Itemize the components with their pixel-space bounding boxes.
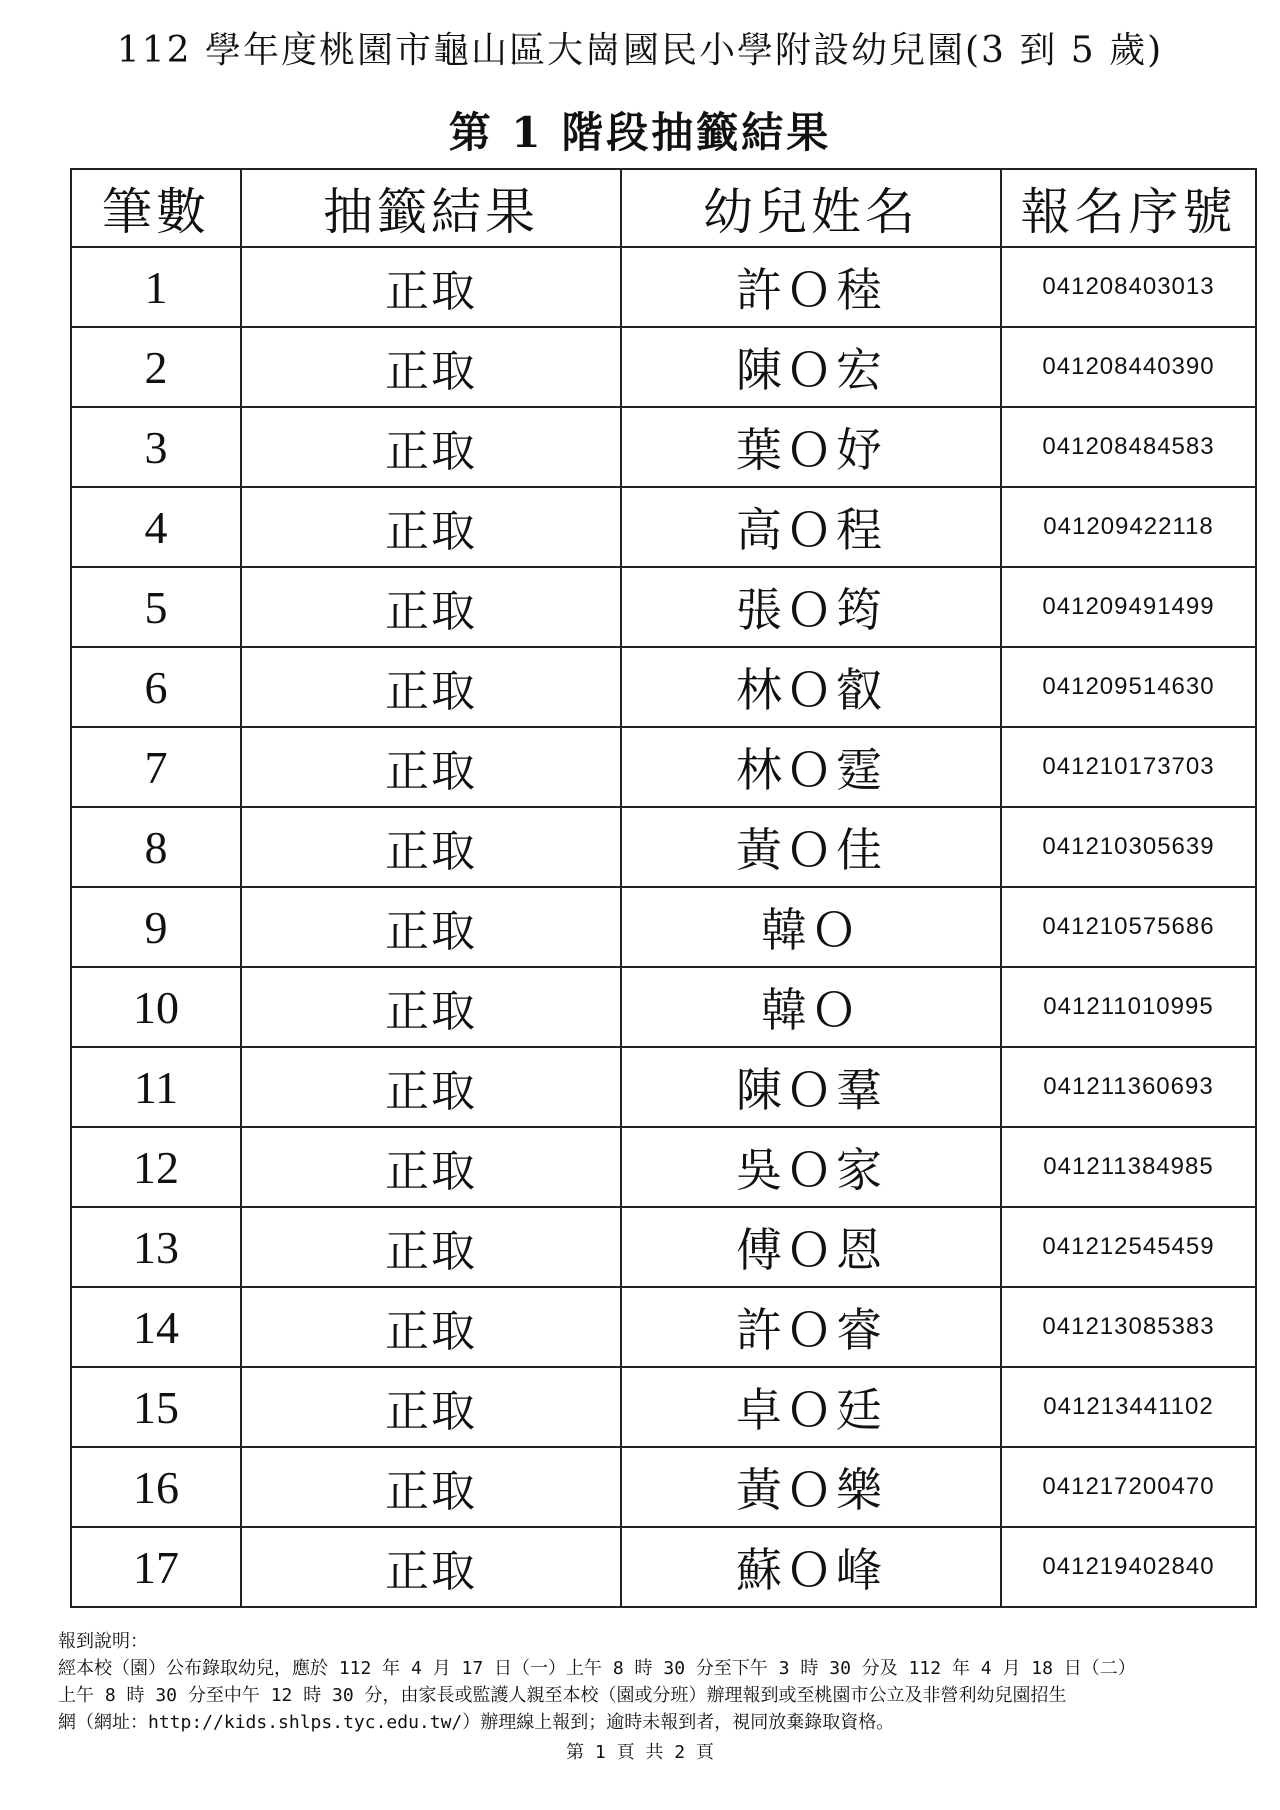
draw-result-cell: 正取 — [241, 1447, 621, 1527]
table-row — [71, 1287, 1256, 1367]
draw-result-cell: 正取 — [241, 727, 621, 807]
child-name-cell: 吳Ｏ家 — [621, 1127, 1001, 1207]
draw-result-cell: 正取 — [241, 1207, 621, 1287]
table-row — [71, 727, 1256, 807]
draw-result-cell: 正取 — [241, 1127, 621, 1207]
draw-result-cell: 正取 — [241, 807, 621, 887]
draw-result-cell: 正取 — [241, 247, 621, 327]
draw-result-cell: 正取 — [241, 567, 621, 647]
row-number-cell: 8 — [71, 807, 241, 887]
registration-number-cell: 041212545459 — [1001, 1207, 1256, 1287]
child-name-cell: 張Ｏ筠 — [621, 567, 1001, 647]
column-header-result: 抽籤結果 — [241, 169, 621, 247]
draw-result-cell: 正取 — [241, 327, 621, 407]
page-subtitle: 第 1 階段抽籤結果 — [448, 108, 832, 157]
notes-line: 網（網址：http://kids.shlps.tyc.edu.tw/）辦理線上報到；逾時未報到者，視同放棄錄取資格。 — [58, 1712, 895, 1733]
table-header-row — [71, 169, 1256, 247]
registration-number-cell: 041208484583 — [1001, 407, 1256, 487]
table-row — [71, 1127, 1256, 1207]
row-number-cell: 1 — [71, 247, 241, 327]
notes-line: 上午 8 時 30 分至中午 12 時 30 分，由家長或監護人親至本校（園或分班）辦理報到或至桃園市公立及非營利幼兒園招生 — [58, 1685, 1067, 1706]
column-header-name: 幼兒姓名 — [621, 169, 1001, 247]
child-name-cell: 葉Ｏ妤 — [621, 407, 1001, 487]
row-number-cell: 11 — [71, 1047, 241, 1127]
child-name-cell: 韓Ｏ — [621, 887, 1001, 967]
row-number-cell: 5 — [71, 567, 241, 647]
registration-number-cell: 041208440390 — [1001, 327, 1256, 407]
row-number-cell: 7 — [71, 727, 241, 807]
row-number-cell: 10 — [71, 967, 241, 1047]
row-number-cell: 16 — [71, 1447, 241, 1527]
child-name-cell: 高Ｏ程 — [621, 487, 1001, 567]
table-row — [71, 967, 1256, 1047]
draw-result-cell: 正取 — [241, 407, 621, 487]
registration-number-cell: 041210173703 — [1001, 727, 1256, 807]
child-name-cell: 陳Ｏ宏 — [621, 327, 1001, 407]
table-row — [71, 1367, 1256, 1447]
child-name-cell: 蘇Ｏ峰 — [621, 1527, 1001, 1607]
table-row — [71, 647, 1256, 727]
table-row — [71, 1207, 1256, 1287]
draw-result-cell: 正取 — [241, 1527, 621, 1607]
notes-line: 經本校（園）公布錄取幼兒，應於 112 年 4 月 17 日（一）上午 8 時 30 分至下午 3 時 30 分及 112 年 4 月 18 日（二） — [58, 1658, 1136, 1679]
registration-number-cell: 041213085383 — [1001, 1287, 1256, 1367]
draw-result-cell: 正取 — [241, 887, 621, 967]
table-row — [71, 1527, 1256, 1607]
row-number-cell: 3 — [71, 407, 241, 487]
child-name-cell: 許Ｏ睿 — [621, 1287, 1001, 1367]
draw-result-cell: 正取 — [241, 487, 621, 567]
registration-number-cell: 041209491499 — [1001, 567, 1256, 647]
table-row — [71, 407, 1256, 487]
table-row — [71, 807, 1256, 887]
table-row — [71, 247, 1256, 327]
table-row — [71, 487, 1256, 567]
row-number-cell: 4 — [71, 487, 241, 567]
column-header-count: 筆數 — [71, 169, 241, 247]
child-name-cell: 黃Ｏ佳 — [621, 807, 1001, 887]
registration-number-cell: 041209422118 — [1001, 487, 1256, 567]
row-number-cell: 13 — [71, 1207, 241, 1287]
registration-number-cell: 041211010995 — [1001, 967, 1256, 1047]
child-name-cell: 林Ｏ霆 — [621, 727, 1001, 807]
table-row — [71, 887, 1256, 967]
child-name-cell: 林Ｏ叡 — [621, 647, 1001, 727]
registration-number-cell: 041211384985 — [1001, 1127, 1256, 1207]
table-row — [71, 327, 1256, 407]
registration-notes — [58, 1628, 1258, 1736]
row-number-cell: 2 — [71, 327, 241, 407]
registration-number-cell: 041210575686 — [1001, 887, 1256, 967]
draw-result-cell: 正取 — [241, 967, 621, 1047]
registration-number-cell: 041209514630 — [1001, 647, 1256, 727]
page-title: 112 學年度桃園市龜山區大崗國民小學附設幼兒園(3 到 5 歲) — [116, 30, 1164, 71]
page-number: 第 1 頁 共 2 頁 — [566, 1742, 714, 1763]
table-row — [71, 567, 1256, 647]
notes-heading: 報到說明： — [58, 1631, 148, 1652]
child-name-cell: 傅Ｏ恩 — [621, 1207, 1001, 1287]
registration-number-cell: 041208403013 — [1001, 247, 1256, 327]
row-number-cell: 12 — [71, 1127, 241, 1207]
draw-result-cell: 正取 — [241, 1047, 621, 1127]
child-name-cell: 韓Ｏ — [621, 967, 1001, 1047]
draw-result-cell: 正取 — [241, 1367, 621, 1447]
row-number-cell: 15 — [71, 1367, 241, 1447]
child-name-cell: 黃Ｏ樂 — [621, 1447, 1001, 1527]
results-table — [70, 168, 1257, 1608]
row-number-cell: 9 — [71, 887, 241, 967]
row-number-cell: 6 — [71, 647, 241, 727]
table-row — [71, 1447, 1256, 1527]
row-number-cell: 14 — [71, 1287, 241, 1367]
child-name-cell: 許Ｏ稑 — [621, 247, 1001, 327]
child-name-cell: 陳Ｏ羣 — [621, 1047, 1001, 1127]
registration-number-cell: 041219402840 — [1001, 1527, 1256, 1607]
draw-result-cell: 正取 — [241, 1287, 621, 1367]
registration-number-cell: 041211360693 — [1001, 1047, 1256, 1127]
draw-result-cell: 正取 — [241, 647, 621, 727]
registration-number-cell: 041217200470 — [1001, 1447, 1256, 1527]
table-row — [71, 1047, 1256, 1127]
registration-number-cell: 041210305639 — [1001, 807, 1256, 887]
child-name-cell: 卓Ｏ廷 — [621, 1367, 1001, 1447]
registration-number-cell: 041213441102 — [1001, 1367, 1256, 1447]
column-header-reg-no: 報名序號 — [1001, 169, 1256, 247]
row-number-cell: 17 — [71, 1527, 241, 1607]
